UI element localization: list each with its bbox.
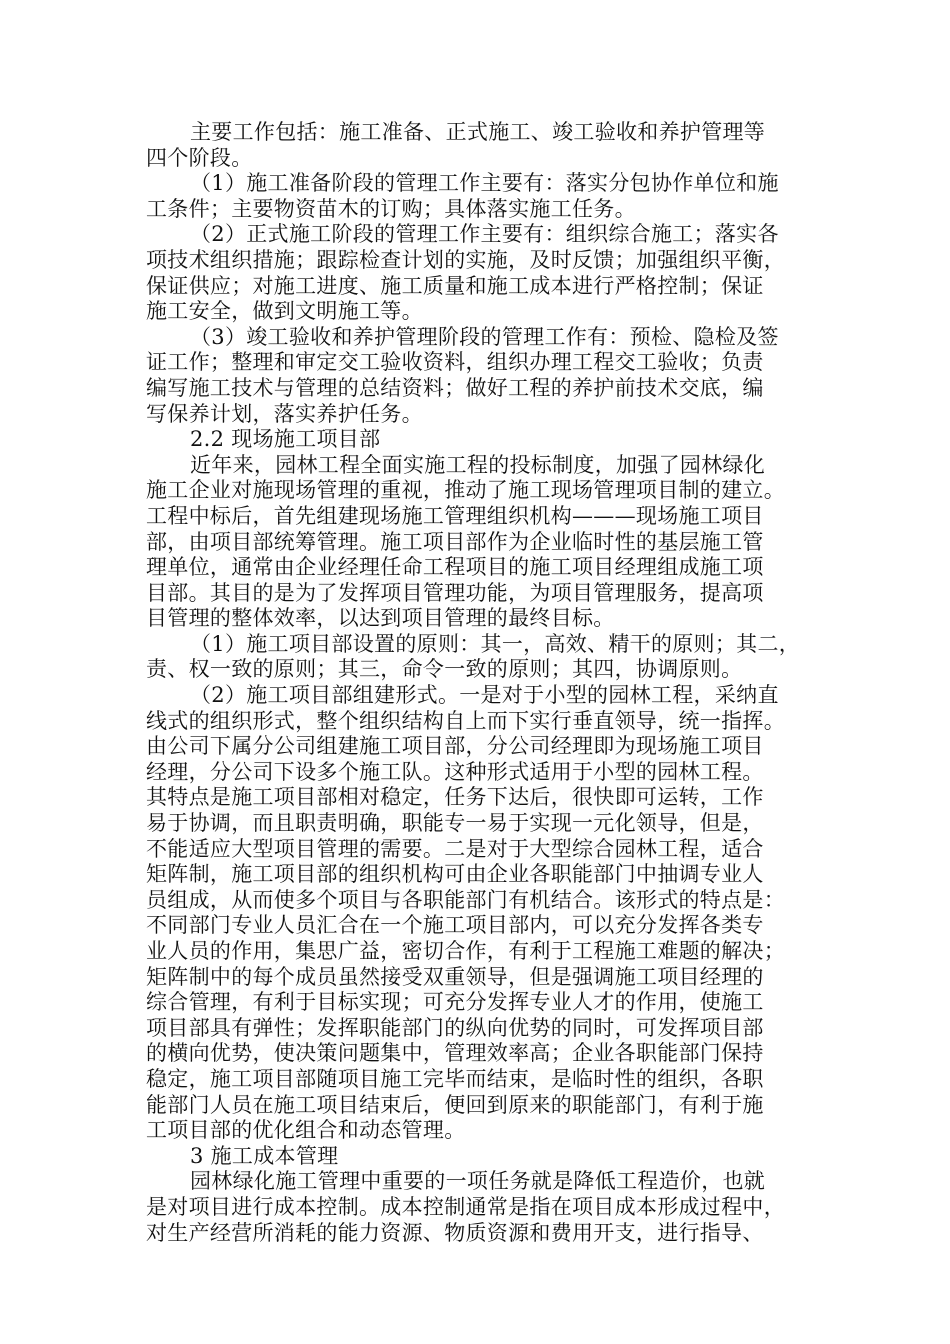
text-line: 经理，分公司下设多个施工队。这种形式适用于小型的园林工程。 [146, 759, 764, 784]
text-line: 2.2 现场施工项目部 [190, 427, 381, 452]
text-line: 园林绿化施工管理中重要的一项任务就是降低工程造价，也就 [190, 1169, 766, 1194]
text-line: （2）施工项目部组建形式。一是对于小型的园林工程，采纳直 [190, 683, 779, 708]
text-line: （1）施工准备阶段的管理工作主要有：落实分包协作单位和施 [190, 171, 779, 196]
text-line: 近年来，园林工程全面实施工程的投标制度，加强了园林绿化 [190, 452, 766, 477]
text-line: 理单位，通常由企业经理任命工程项目的施工项目经理组成施工项 [146, 555, 764, 580]
text-line: 施工安全，做到文明施工等。 [146, 299, 423, 324]
text-line: （3）竣工验收和养护管理阶段的管理工作有：预检、隐检及签 [190, 324, 779, 349]
text-line: 项技术组织措施；跟踪检查计划的实施，及时反馈；加强组织平衡， [146, 247, 785, 272]
text-line: 四个阶段。 [146, 145, 253, 170]
text-line: （2）正式施工阶段的管理工作主要有：组织综合施工；落实各 [190, 222, 779, 247]
text-line: 写保养计划，落实养护任务。 [146, 401, 423, 426]
text-line: 由公司下属分公司组建施工项目部，分公司经理即为现场施工项目 [146, 734, 764, 759]
text-line: 线式的组织形式，整个组织结构自上而下实行垂直领导，统一指挥。 [146, 708, 785, 733]
text-line: 工程中标后，首先组建现场施工管理组织机构———现场施工项目 [146, 503, 764, 528]
text-line: 业人员的作用，集思广益，密切合作，有利于工程施工难题的解决； [146, 939, 785, 963]
text-line: 是对项目进行成本控制。成本控制通常是指在项目成本形成过程中， [146, 1194, 785, 1219]
text-line: 责、权一致的原则；其三，命令一致的原则；其四，协调原则。 [146, 657, 743, 682]
text-line: 证工作；整理和审定交工验收资料，组织办理工程交工验收；负责 [146, 350, 764, 375]
text-line: 目部。其目的是为了发挥项目管理功能，为项目管理服务，提高项 [146, 580, 764, 605]
text-line: 矩阵制中的每个成员虽然接受双重领导，但是强调施工项目经理的 [146, 964, 764, 989]
text-line: 项目部具有弹性；发挥职能部门的纵向优势的同时，可发挥项目部 [146, 1015, 764, 1040]
text-line: 员组成，从而使多个项目与各职能部门有机结合。该形式的特点是： [146, 887, 785, 912]
text-line: 对生产经营所消耗的能力资源、物质资源和费用开支，进行指导、 [146, 1220, 764, 1245]
text-line: 不能适应大型项目管理的需要。二是对于大型综合园林工程，适合 [146, 836, 764, 861]
text-line: 能部门人员在施工项目结束后，便回到原来的职能部门，有利于施 [146, 1092, 764, 1117]
document-body [146, 120, 826, 1246]
text-line: 矩阵制，施工项目部的组织机构可由企业各职能部门中抽调专业人 [146, 862, 764, 887]
text-line: 施工企业对施现场管理的重视，推动了施工现场管理项目制的建立。 [146, 478, 785, 503]
text-line: 工项目部的优化组合和动态管理。 [146, 1118, 466, 1143]
text-line: 不同部门专业人员汇合在一个施工项目部内，可以充分发挥各类专 [146, 913, 764, 938]
text-line: 部，由项目部统筹管理。施工项目部作为企业临时性的基层施工管 [146, 529, 764, 554]
text-line: 主要工作包括：施工准备、正式施工、竣工验收和养护管理等 [190, 120, 766, 144]
text-line: 综合管理，有利于目标实现；可充分发挥专业人才的作用，使施工 [146, 990, 764, 1015]
text-line: （1）施工项目部设置的原则：其一，高效、精干的原则；其二， [190, 631, 801, 656]
text-line: 易于协调，而且职责明确，职能专一易于实现一元化领导，但是， [146, 811, 764, 836]
text-line: 其特点是施工项目部相对稳定，任务下达后，很快即可运转，工作 [146, 785, 764, 810]
text-line: 稳定，施工项目部随项目施工完毕而结束，是临时性的组织，各职 [146, 1066, 764, 1091]
text-line: 保证供应；对施工进度、施工质量和施工成本进行严格控制；保证 [146, 273, 764, 298]
text-line: 3 施工成本管理 [190, 1143, 339, 1168]
text-line: 的横向优势，使决策问题集中，管理效率高；企业各职能部门保持 [146, 1041, 764, 1066]
text-line: 目管理的整体效率，以达到项目管理的最终目标。 [146, 606, 615, 631]
text-line: 工条件；主要物资苗木的订购；具体落实施工任务。 [146, 196, 636, 221]
text-line: 编写施工技术与管理的总结资料；做好工程的养护前技术交底，编 [146, 375, 764, 400]
